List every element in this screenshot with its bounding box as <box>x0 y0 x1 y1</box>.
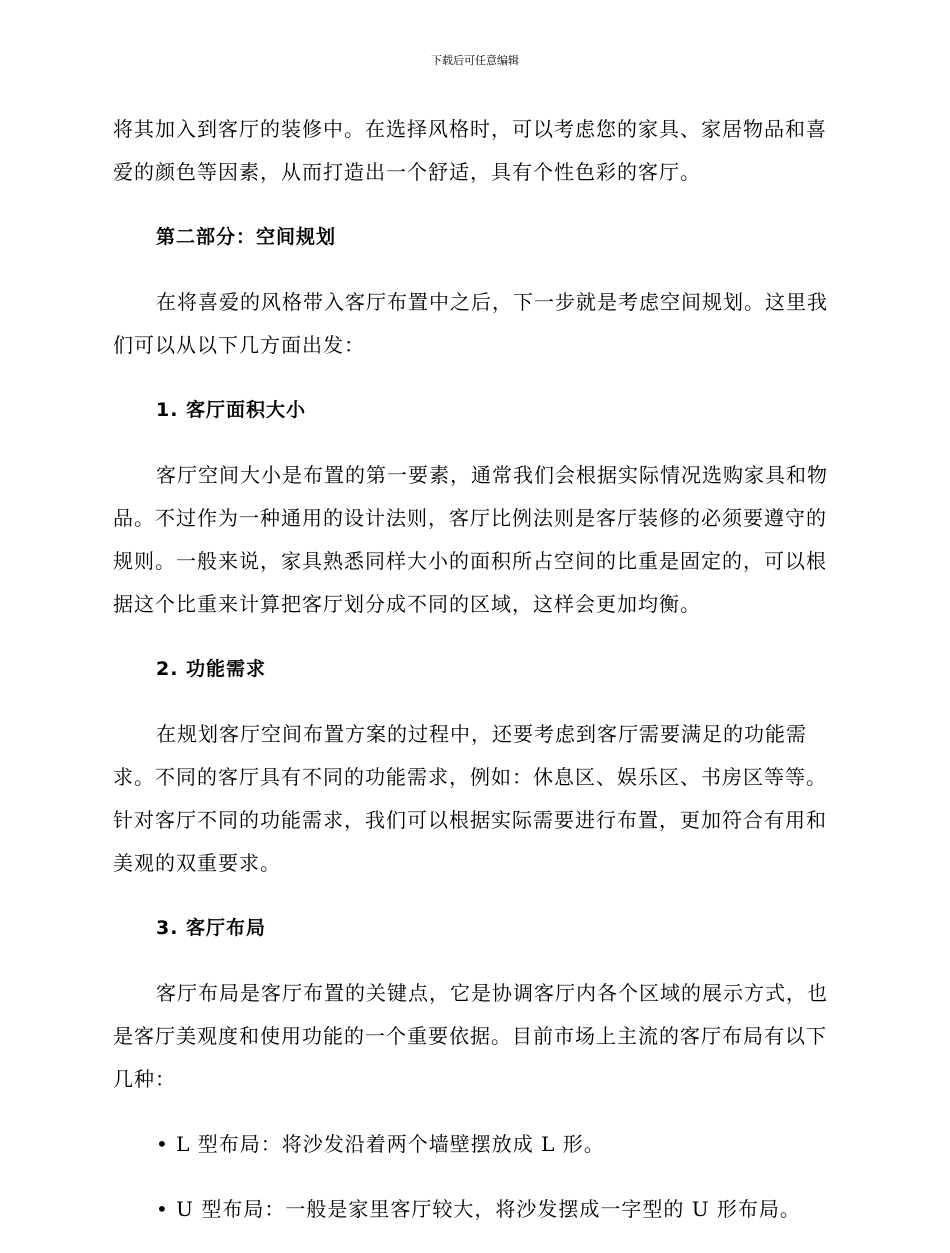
paragraph-function: 在规划客厅空间布置方案的过程中，还要考虑到客厅需要满足的功能需求。不同的客厅具有不同的功能需求，例如：休息区、娱乐区、书房区等等。针对客厅不同的功能需求，我们可以根据实际需要进行布置，更加符合有用和美观的双重要求。 <box>113 722 827 875</box>
paragraph-continuation: 将其加入到客厅的装修中。在选择风格时，可以考虑您的家具、家居物品和喜爱的颜色等因素，从而打造出一个舒适，具有个性色彩的客厅。 <box>113 117 827 184</box>
subheading-area-size: 1. 客厅面积大小 <box>156 399 307 421</box>
section-heading-part-two: 第二部分：空间规划 <box>156 226 337 248</box>
page-header: 下载后可任意编辑 <box>431 54 519 67</box>
list-item-u-layout: • U 型布局：一般是家里客厅较大，将沙发摆成一字型的 U 形布局。 <box>156 1197 801 1221</box>
paragraph-area-size: 客厅空间大小是布置的第一要素，通常我们会根据实际情况选购家具和物品。不过作为一种通用的设计法则，客厅比例法则是客厅装修的必须要遵守的规则。一般来说，家具熟悉同样大小的面积所占空间的比重是固定的，可以根据这个比重来计算把客厅划分成不同的区域，这样会更加均衡。 <box>113 463 828 616</box>
list-item-l-layout: • L 型布局：将沙发沿着两个墙壁摆放成 L 形。 <box>156 1132 605 1156</box>
paragraph-intro: 在将喜爱的风格带入客厅布置中之后，下一步就是考虑空间规划。这里我们可以从以下几方面出发： <box>113 290 828 357</box>
subheading-function: 2. 功能需求 <box>156 658 267 680</box>
document-body <box>113 108 833 1253</box>
paragraph-layout: 客厅布局是客厅布置的关键点，它是协调客厅内各个区域的展示方式，也是客厅美观度和使用功能的一个重要依据。目前市场上主流的客厅布局有以下几种： <box>113 981 828 1091</box>
subheading-layout: 3. 客厅布局 <box>156 917 267 939</box>
